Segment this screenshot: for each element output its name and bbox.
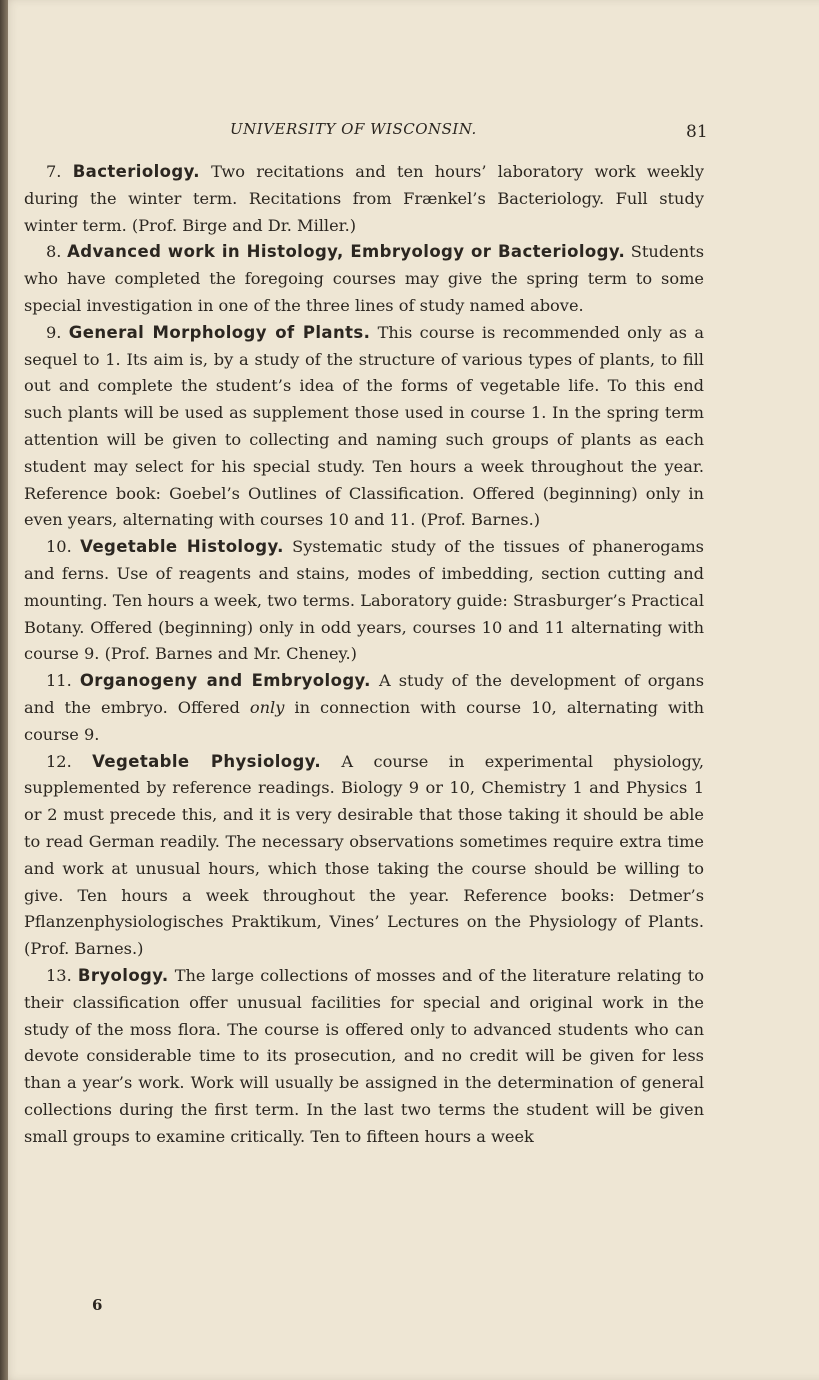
course-entry [24, 239, 704, 319]
course-description: Students who have completed the foregoing courses may give the spring term to some special investigation in one of the three lines of study named above. [24, 242, 704, 315]
course-description: Systematic study of the tissues of phanerogams and ferns. Use of reagents and stains, modes of imbedding, section cutting and mounting. Ten hours a week, two terms. Laboratory guide: Strasburger’s Practical Botany. Offered (beginning) only in odd years, courses 10 and 11 alternating with course 9. (Prof. Barnes and Mr. Cheney.) [24, 537, 704, 664]
course-title: Bryology. [77, 965, 169, 985]
course-number: 8. [46, 242, 62, 262]
course-entry [24, 159, 704, 239]
course-entry [24, 963, 704, 1151]
binding-gutter [0, 0, 8, 1380]
course-description-cont: in connection with course 10, alternating with course 9. [24, 697, 704, 744]
course-description: The large collections of mosses and of the literature relating to their classification offer unusual facilities for special and original work in the study of the moss flora. The course is offered only to advanced students who can devote considerable time to its prosecution, and no credit will be given for less than a year’s work. Work will usually be assigned in the determination of general collections during the first term. In the last two terms the student will be given small groups to examine critically. Ten to fifteen hours a week [24, 965, 704, 1146]
course-number: 7. [46, 162, 62, 181]
page-header [0, 120, 819, 144]
emphasized-word: only [249, 697, 285, 717]
course-number: 12. [46, 751, 72, 771]
course-description: Two recitations and ten hours’ laboratory work weekly during the winter term. Recitations from Frænkel’s Bacteriology. Full study winter term. (Prof. Birge and Dr. Miller.) [24, 162, 704, 235]
course-title: General Morphology of Plants. [68, 322, 371, 342]
course-description: A study of the development of organs and the embryo. Offered [24, 671, 705, 717]
course-title: Bacteriology. [72, 162, 200, 181]
running-title: UNIVERSITY OF WISCONSIN. [230, 120, 477, 138]
course-description: A course in experimental physiology, supplemented by reference readings. Biology 9 or 10, Chemistry 1 and Physics 1 or 2 must precede this, and it is very desirable that those taking it should be able to read German readily. The necessary observations sometimes require extra time and work at unusual hours, which those taking the course should be willing to give. Ten hours a week throughout the year. Reference books: Detmer’s Pflanzenphysiologisches Praktikum, Vines’ Lectures on the Physiology of Plants. (Prof. Barnes.) [24, 751, 704, 959]
course-entry [24, 320, 704, 534]
course-title: Vegetable Histology. [80, 537, 284, 557]
course-title: Organogeny and Embryology. [79, 671, 371, 691]
course-title: Vegetable Physiology. [92, 751, 322, 771]
course-number: 10. [46, 537, 72, 557]
course-title: Advanced work in Histology, Embryology or Bacteriology. [67, 242, 626, 262]
page-number: 81 [686, 122, 708, 142]
course-listing [24, 159, 704, 1150]
course-entry [24, 668, 704, 748]
course-entry [24, 534, 704, 668]
course-number: 9. [46, 322, 62, 342]
signature-mark: 6 [92, 1296, 103, 1314]
course-description: This course is recommended only as a sequel to 1. Its aim is, by a study of the structure of various types of plants, to fill out and complete the student’s idea of the forms of vegetable life. To this end such plants will be used as supplement those used in course 1. In the spring term attention will be given to collecting and naming such groups of plants as each student may select for his special study. Ten hours a week throughout the year. Reference book: Goebel’s Outlines of Classification. Offered (beginning) only in even years, alternating with courses 10 and 11. (Prof. Barnes.) [24, 322, 704, 530]
course-number: 13. [46, 965, 72, 985]
course-entry [24, 749, 704, 963]
course-number: 11. [46, 671, 72, 691]
